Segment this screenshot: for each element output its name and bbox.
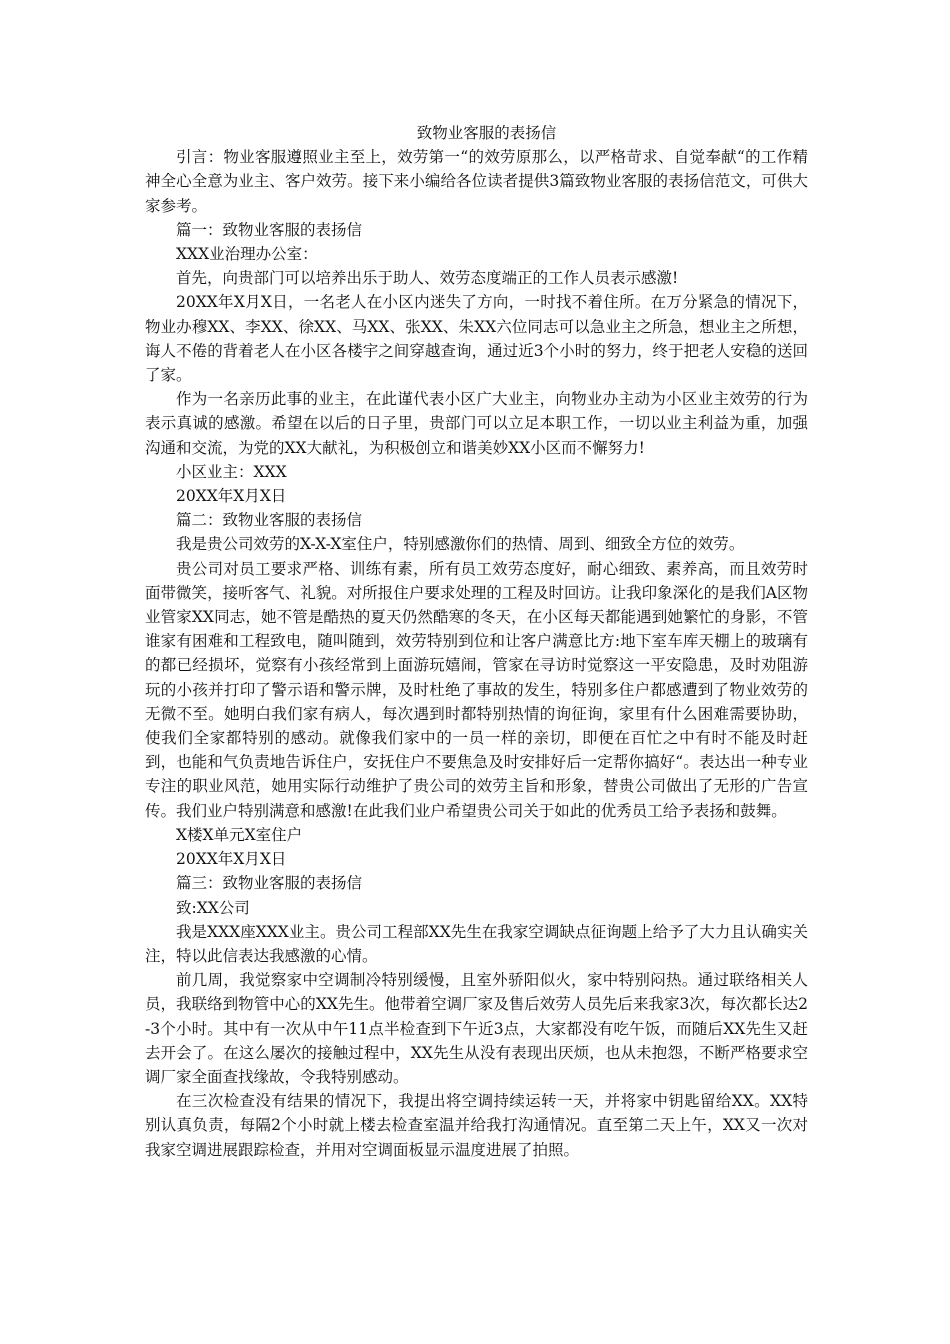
paragraph-heading-1: 篇一：致物业客服的表扬信 — [176, 220, 363, 239]
paragraph-intro: 引言：物业客服遵照业主至上，效劳第一“的效劳原那么，以严格苛求、自觉奉献“的工作精神全心全意为业主、客户效劳。接下来小编给各位读者提供3篇致物业客服的表扬信范文，可供大家参考。 — [145, 148, 808, 215]
document-title: 致物业客服的表扬信 — [416, 124, 557, 142]
paragraph: 我是XXX座XXX业主。贵公司工程部XX先生在我家空调缺点征询题上给予了大力且认确实关注，特以此信表达我感激的心情。 — [145, 922, 808, 965]
paragraph-signature-2: X楼X单元X室住户 — [176, 825, 303, 844]
document-page — [145, 121, 808, 1162]
paragraph: 我是贵公司效劳的X-X-X室住户，特别感激你们的热情、周到、细致全方位的效劳。 — [176, 535, 745, 554]
paragraph-heading-2: 篇二：致物业客服的表扬信 — [176, 511, 363, 530]
paragraph: 贵公司对员工要求严格、训练有素，所有员工效劳态度好，耐心细致、素养高，而且效劳时面带微笑，接听客气、礼貌。对所报住户要求处理的工程及时回访。让我印象深化的是我们A区物业管家XX同志，她不管是酷热的夏天仍然酷寒的冬天，在小区每天都能遇到她繁忙的身影，不管谁家有困难和工程致电，随叫随到，效劳特别到位和让客户满意比方:地下室车库天棚上的玻璃有的都已经损坏，觉察有小孩经常到上面游玩嬉闹，管家在寻访时觉察这一平安隐患，及时劝阻游玩的小孩并打印了警示语和警示牌，及时杜绝了事故的发生，特别多住户都感遭到了物业效劳的无微不至。她明白我们家有病人，每次遇到时都特别热情的询征询，家里有什么困难需要协助，使我们全家都特别的感动。就像我们家中的一员一样的亲切，即便在百忙之中有时不能及时赶到，也能和气负责地告诉住户，安抚住户不要焦急及时安排好后一定帮你搞好“。表达出一种专业专注的职业风范，她用实际行动维护了贵公司的效劳主旨和形象，替贵公司做出了无形的广告宣传。我们业户特别满意和感激!在此我们业户希望贵公司关于如此的优秀员工给予表扬和鼓舞。 — [145, 559, 808, 820]
paragraph: 作为一名亲历此事的业主，在此谨代表小区广大业主，向物业办主动为小区业主效劳的行为表示真诚的感激。希望在以后的日子里，贵部门可以立足本职工作，一切以业主利益为重，加强沟通和交流，为党的XX大献礼，为积极创立和谐美妙XX小区而不懈努力! — [145, 390, 808, 457]
paragraph-date-1: 20XX年X月X日 — [176, 487, 287, 506]
paragraph: 在三次检查没有结果的情况下，我提出将空调持续运转一天，并将家中钥匙留给XX。XX特别认真负责，每隔2个小时就上楼去检查室温并给我打沟通情况。直至第二天上午，XX又一次对我家空调进展跟踪检查，并用对空调面板显示温度进展了拍照。 — [145, 1092, 808, 1159]
paragraph: 20XX年X月X日，一名老人在小区内迷失了方向，一时找不着住所。在万分紧急的情况下，物业办穆XX、李XX、徐XX、马XX、张XX、朱XX六位同志可以急业主之所急，想业主之所想，诲人不倦的背着老人在小区各楼宇之间穿越查询，通过近3个小时的努力，终于把老人安稳的送回了家。 — [145, 293, 808, 385]
paragraph: 首先，向贵部门可以培养出乐于助人、效劳态度端正的工作人员表示感激! — [176, 269, 679, 288]
paragraph-heading-3: 篇三：致物业客服的表扬信 — [176, 874, 363, 893]
paragraph-date-2: 20XX年X月X日 — [176, 850, 287, 869]
paragraph-signature-1: 小区业主：XXX — [176, 462, 287, 481]
paragraph-salutation-1: XXX业治理办公室： — [176, 245, 318, 264]
paragraph: 前几周，我觉察家中空调制冷特别缓慢，且室外骄阳似火，家中特别闷热。通过联络相关人员，我联络到物管中心的XX先生。他带着空调厂家及售后效劳人员先后来我家3次，每次都长达2-3个小时。其中有一次从中午11点半检查到下午近3点，大家都没有吃午饭，而随后XX先生又赶去开会了。在这么屡次的接触过程中，XX先生从没有表现出厌烦，也从未抱怨，不断严格要求空调厂家全面查找缘故，令我特别感动。 — [145, 971, 808, 1086]
paragraph-salutation-3: 致:XX公司 — [176, 898, 250, 917]
